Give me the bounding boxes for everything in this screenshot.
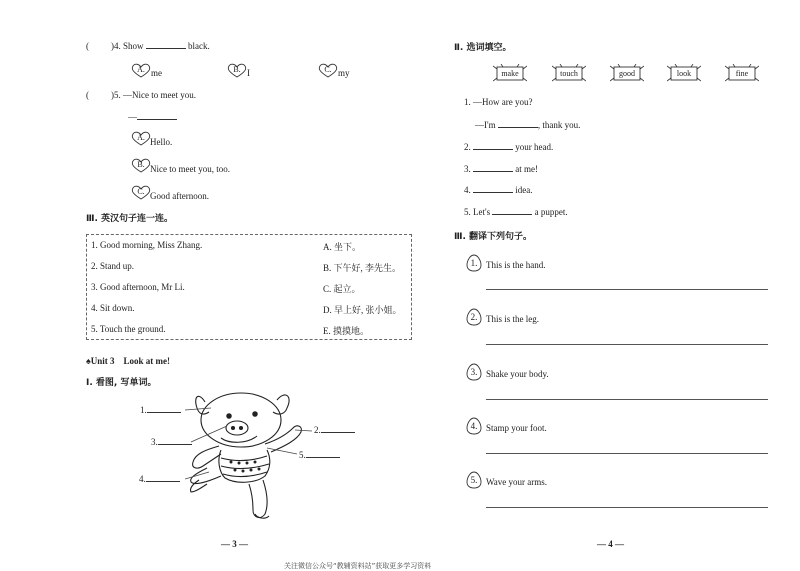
translate-sentence: This is the leg. — [486, 314, 539, 324]
match-right-item[interactable]: A. 坐下。 — [323, 242, 361, 252]
section-title: Ⅰ. 看图, 写单词。 — [86, 378, 157, 388]
answer-line[interactable] — [486, 289, 768, 290]
fill-blank[interactable] — [473, 163, 513, 172]
pig-label-blank[interactable] — [147, 404, 181, 413]
fill-suffix: idea. — [515, 185, 533, 195]
number-egg-icon — [466, 471, 482, 489]
fill-suffix: your head. — [515, 142, 554, 152]
q5-row — [86, 90, 196, 100]
section-title: Ⅲ. 翻译下列句子。 — [454, 232, 533, 242]
translate-sentence: Shake your body. — [486, 369, 549, 379]
answer-line[interactable] — [486, 399, 768, 400]
word-card[interactable] — [667, 64, 701, 83]
fill-prefix: 1. —How are you? — [464, 97, 533, 107]
number-egg-icon — [466, 254, 482, 272]
number-egg-icon — [466, 308, 482, 326]
page-number: — 3 — — [221, 539, 248, 549]
match-right-item[interactable]: E. 摸摸地。 — [323, 326, 369, 336]
q5-dash: — — [128, 112, 137, 122]
fill-item — [475, 119, 580, 130]
fill-blank[interactable] — [498, 119, 538, 128]
match-right-item[interactable]: C. 起立。 — [323, 284, 361, 294]
heart-icon[interactable] — [227, 63, 247, 78]
q4-option-a-letter: A. — [137, 65, 145, 74]
fill-prefix: 3. — [464, 164, 471, 174]
translate-sentence: Wave your arms. — [486, 477, 548, 487]
fill-suffix: at me! — [515, 164, 538, 174]
answer-line[interactable] — [486, 453, 768, 454]
heart-icon[interactable] — [318, 63, 338, 78]
pig-illustration — [185, 388, 315, 523]
word-card[interactable] — [552, 64, 586, 83]
pig-label-1 — [140, 404, 181, 415]
q4-blank[interactable] — [146, 40, 186, 49]
fill-item — [464, 163, 538, 174]
fill-item — [464, 206, 568, 217]
section-title: Ⅲ. 英汉句子连一连。 — [86, 214, 174, 224]
word-card[interactable] — [725, 64, 759, 83]
fill-blank[interactable] — [473, 141, 513, 150]
q5-option-b-letter: B. — [137, 160, 145, 169]
translate-number: 1. — [470, 258, 478, 268]
q4-option-b-text: I — [247, 68, 250, 78]
fill-prefix: 5. Let's — [464, 207, 491, 217]
fill-prefix: 2. — [464, 142, 471, 152]
match-left-item[interactable]: 1. Good morning, Miss Zhang. — [91, 240, 203, 250]
q5-prompt: 5. —Nice to meet you. — [114, 90, 196, 100]
q4-option-c-letter: C. — [324, 65, 332, 74]
q4-option-b-letter: B. — [233, 65, 241, 74]
word-card-text: look — [676, 69, 692, 78]
q4-prefix: 4. Show — [114, 41, 144, 51]
q4-paren-close: ) — [111, 41, 114, 51]
q4-row — [86, 40, 210, 51]
q5-blank[interactable] — [137, 111, 177, 120]
match-left-item[interactable]: 2. Stand up. — [91, 261, 135, 271]
q5-option-c-letter: C. — [137, 187, 145, 196]
q4-paren-open: ( — [86, 41, 89, 51]
q5-option-c-text: Good afternoon. — [150, 191, 209, 201]
match-right-item[interactable]: B. 下午好, 李先生。 — [323, 263, 402, 273]
word-card[interactable] — [610, 64, 644, 83]
translate-number: 2. — [470, 312, 478, 322]
q5-paren-open: ( — [86, 90, 89, 100]
translate-number: 3. — [470, 367, 478, 377]
heart-icon[interactable] — [131, 158, 151, 173]
fill-blank[interactable] — [492, 206, 532, 215]
pig-label-4 — [139, 473, 180, 484]
answer-line[interactable] — [486, 507, 768, 508]
pig-label-number: 2. — [314, 425, 321, 435]
heart-icon[interactable] — [131, 185, 151, 200]
match-left-item[interactable]: 4. Sit down. — [91, 303, 135, 313]
fill-suffix: , thank you. — [537, 120, 581, 130]
fill-suffix: a puppet. — [534, 207, 568, 217]
fill-blank[interactable] — [473, 184, 513, 193]
translate-number: 5. — [470, 475, 478, 485]
page-number: — 4 — — [597, 539, 624, 549]
heart-icon[interactable] — [131, 131, 151, 146]
q4-option-c-text: my — [338, 68, 350, 78]
pig-label-number: 4. — [139, 474, 146, 484]
number-egg-icon — [466, 363, 482, 381]
q5-reply-line[interactable] — [128, 111, 177, 122]
footer-note: 关注微信公众号“教辅资料站”获取更多学习资料 — [284, 562, 432, 570]
q5-option-a-text: Hello. — [150, 137, 173, 147]
fill-item — [464, 97, 532, 107]
pig-label-blank[interactable] — [306, 449, 340, 458]
section-title: Ⅱ. 选词填空。 — [454, 43, 512, 53]
q5-paren-close: ) — [111, 90, 114, 100]
fill-item — [464, 184, 533, 195]
q4-option-a-text: me — [151, 68, 162, 78]
fill-prefix: —I'm — [475, 120, 496, 130]
pig-label-blank[interactable] — [146, 473, 180, 482]
q5-option-b-text: Nice to meet you, too. — [150, 164, 230, 174]
word-card-text: good — [619, 69, 635, 78]
unit-title: ♠Unit 3 Look at me! — [86, 356, 171, 366]
pig-label-3 — [151, 436, 192, 447]
q4-suffix: black. — [188, 41, 210, 51]
q5-option-a-letter: A. — [137, 133, 145, 142]
fill-prefix: 4. — [464, 185, 471, 195]
word-card-text: touch — [560, 69, 578, 78]
word-card-text: fine — [735, 69, 749, 78]
match-left-item[interactable]: 5. Touch the ground. — [91, 324, 166, 334]
answer-line[interactable] — [486, 344, 768, 345]
pig-label-number: 1. — [140, 405, 147, 415]
translate-sentence: This is the hand. — [486, 260, 546, 270]
pig-label-blank[interactable] — [158, 436, 192, 445]
pig-label-number: 5. — [299, 450, 306, 460]
pig-label-5 — [299, 449, 340, 460]
match-right-item[interactable]: D. 早上好, 张小姐。 — [323, 305, 402, 315]
translate-number: 4. — [470, 421, 478, 431]
translate-sentence: Stamp your foot. — [486, 423, 547, 433]
number-egg-icon — [466, 417, 482, 435]
match-left-item[interactable]: 3. Good afternoon, Mr Li. — [91, 282, 185, 292]
pig-label-2 — [314, 424, 355, 435]
pig-label-number: 3. — [151, 437, 158, 447]
word-card-text: make — [501, 69, 519, 78]
fill-item — [464, 141, 553, 152]
pig-label-blank[interactable] — [321, 424, 355, 433]
word-card[interactable] — [493, 64, 527, 83]
heart-icon[interactable] — [131, 63, 151, 78]
